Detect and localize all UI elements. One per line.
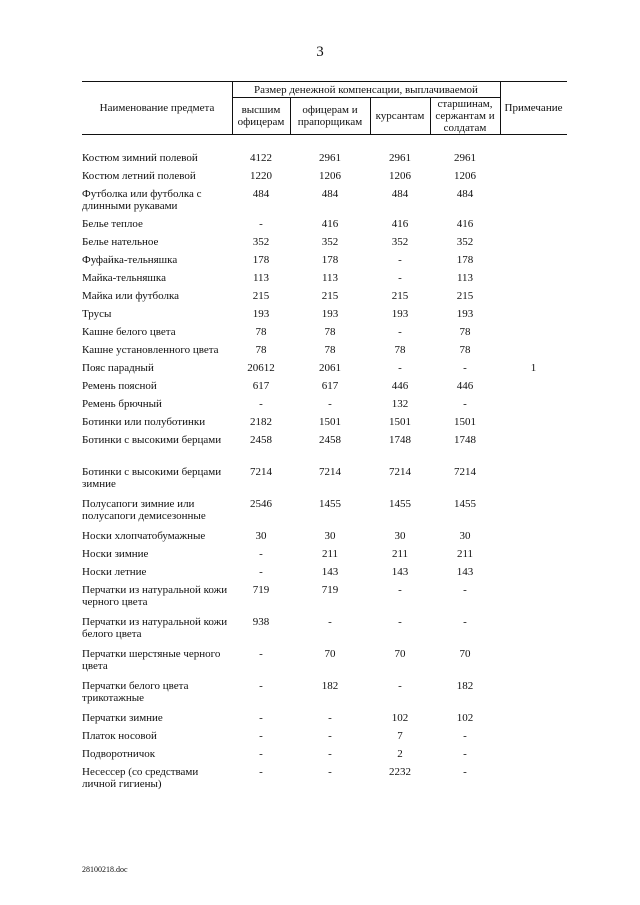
value-senior-officers: 78: [255, 344, 267, 356]
value-senior-officers: 215: [252, 290, 270, 302]
value-senior-officers: -: [259, 218, 263, 230]
value-sergeants: 7214: [454, 466, 476, 478]
item-name: Платок носовой: [82, 730, 157, 742]
value-officers: 113: [321, 272, 339, 284]
value-senior-officers: 2458: [250, 434, 272, 446]
value-senior-officers: 78: [255, 326, 267, 338]
value-officers: 416: [321, 218, 339, 230]
value-sergeants: 484: [456, 188, 474, 200]
value-senior-officers: -: [259, 748, 263, 760]
value-cadets: 7: [397, 730, 403, 742]
footer-filename: 28100218.doc: [82, 865, 128, 874]
value-cadets: -: [398, 584, 402, 596]
value-senior-officers: 178: [252, 254, 270, 266]
value-sergeants: 1501: [454, 416, 476, 428]
item-name: Белье теплое: [82, 218, 143, 230]
value-cadets: 1206: [389, 170, 411, 182]
value-sergeants: 178: [456, 254, 474, 266]
value-senior-officers: -: [259, 398, 263, 410]
value-cadets: 102: [391, 712, 409, 724]
value-officers: 484: [321, 188, 339, 200]
value-officers: 1501: [319, 416, 341, 428]
value-senior-officers: 20612: [247, 362, 275, 374]
value-senior-officers: 719: [252, 584, 270, 596]
value-cadets: -: [398, 326, 402, 338]
value-cadets: 7214: [389, 466, 411, 478]
value-sergeants: 30: [459, 530, 471, 542]
value-senior-officers: 617: [252, 380, 270, 392]
item-name: Майка-тельняшка: [82, 272, 166, 284]
value-officers: -: [328, 766, 332, 778]
value-sergeants: 78: [459, 344, 471, 356]
value-sergeants: 193: [456, 308, 474, 320]
value-sergeants: 446: [456, 380, 474, 392]
value-cadets: 30: [394, 530, 406, 542]
item-name: Футболка или футболка с длинными рукавами: [82, 188, 202, 212]
item-name: Носки зимние: [82, 548, 149, 560]
item-name: Фуфайка-тельняшка: [82, 254, 178, 266]
value-officers: 2458: [319, 434, 341, 446]
value-cadets: 193: [391, 308, 409, 320]
item-name: Костюм зимний полевой: [82, 152, 198, 164]
value-sergeants: -: [463, 362, 467, 374]
item-name: Носки хлопчатобумажные: [82, 530, 206, 542]
value-sergeants: 416: [456, 218, 474, 230]
value-sergeants: -: [463, 398, 467, 410]
value-cadets: -: [398, 254, 402, 266]
item-name: Майка или футболка: [82, 290, 180, 302]
value-cadets: 1501: [389, 416, 411, 428]
item-name: Ботинки с высокими берцами: [82, 434, 222, 446]
item-name: Носки летние: [82, 566, 147, 578]
value-officers: 182: [321, 680, 339, 692]
value-officers: -: [328, 730, 332, 742]
value-cadets: 132: [391, 398, 409, 410]
value-officers: 215: [321, 290, 339, 302]
value-sergeants: 78: [459, 326, 471, 338]
value-cadets: 2961: [389, 152, 411, 164]
value-cadets: -: [398, 616, 402, 628]
header-col-sergeants: старшинам, сержантам и солдатам: [435, 98, 495, 134]
value-senior-officers: 4122: [250, 152, 272, 164]
value-sergeants: 1206: [454, 170, 476, 182]
value-cadets: 1455: [389, 498, 411, 510]
value-senior-officers: 938: [252, 616, 270, 628]
header-note: Примечание: [504, 102, 563, 114]
item-name: Ботинки или полуботинки: [82, 416, 206, 428]
value-officers: 211: [321, 548, 339, 560]
value-senior-officers: 1220: [250, 170, 272, 182]
value-senior-officers: -: [259, 712, 263, 724]
item-name: Белье нательное: [82, 236, 159, 248]
value-cadets: -: [398, 272, 402, 284]
item-name: Перчатки из натуральной кожи белого цвета: [82, 616, 228, 640]
item-name: Кашне установленного цвета: [82, 344, 219, 356]
item-name: Костюм летний полевой: [82, 170, 196, 182]
value-officers: 143: [321, 566, 339, 578]
value-senior-officers: 484: [252, 188, 270, 200]
value-cadets: 484: [391, 188, 409, 200]
item-name: Перчатки шерстяные черного цвета: [82, 648, 221, 672]
value-sergeants: 215: [456, 290, 474, 302]
value-sergeants: -: [463, 584, 467, 596]
value-sergeants: 143: [456, 566, 474, 578]
page-number: 3: [316, 44, 324, 60]
value-senior-officers: -: [259, 766, 263, 778]
header-col-cadets: курсантам: [375, 110, 425, 122]
value-senior-officers: 352: [252, 236, 270, 248]
item-name: Подворотничок: [82, 748, 156, 760]
value-officers: -: [328, 616, 332, 628]
value-officers: 78: [324, 326, 336, 338]
value-officers: 617: [321, 380, 339, 392]
value-officers: 1455: [319, 498, 341, 510]
table-header: [82, 81, 567, 135]
value-officers: -: [328, 712, 332, 724]
value-officers: 30: [324, 530, 336, 542]
item-name: Несессер (со средствами личной гигиены): [82, 766, 199, 790]
value-cadets: 2232: [389, 766, 411, 778]
value-senior-officers: 2546: [250, 498, 272, 510]
value-cadets: 78: [394, 344, 406, 356]
value-sergeants: -: [463, 616, 467, 628]
value-cadets: -: [398, 680, 402, 692]
value-cadets: 215: [391, 290, 409, 302]
value-cadets: 352: [391, 236, 409, 248]
value-officers: 178: [321, 254, 339, 266]
value-officers: -: [328, 748, 332, 760]
item-name: Ремень поясной: [82, 380, 157, 392]
value-senior-officers: -: [259, 648, 263, 660]
value-senior-officers: 7214: [250, 466, 272, 478]
value-senior-officers: 193: [252, 308, 270, 320]
value-cadets: 211: [391, 548, 409, 560]
value-officers: -: [328, 398, 332, 410]
value-cadets: 416: [391, 218, 409, 230]
value-senior-officers: 113: [252, 272, 270, 284]
value-officers: 70: [324, 648, 336, 660]
value-sergeants: 211: [456, 548, 474, 560]
header-name: Наименование предмета: [99, 102, 215, 114]
item-name: Перчатки зимние: [82, 712, 163, 724]
value-officers: 2961: [319, 152, 341, 164]
value-cadets: 143: [391, 566, 409, 578]
value-sergeants: 70: [459, 648, 471, 660]
item-name: Полусапоги зимние или полусапоги демисезонные: [82, 498, 206, 522]
value-senior-officers: -: [259, 680, 263, 692]
value-officers: 1206: [319, 170, 341, 182]
value-sergeants: -: [463, 766, 467, 778]
value-senior-officers: -: [259, 730, 263, 742]
value-sergeants: 352: [456, 236, 474, 248]
value-senior-officers: -: [259, 548, 263, 560]
value-sergeants: 1748: [454, 434, 476, 446]
header-group: Размер денежной компенсации, выплачиваемой: [254, 83, 478, 96]
value-officers: 78: [324, 344, 336, 356]
header-bottom-rule: [82, 134, 567, 135]
value-officers: 2061: [319, 362, 341, 374]
header-col-senior-officers: высшим офицерам: [237, 104, 285, 128]
item-name: Ботинки с высокими берцами зимние: [82, 466, 222, 490]
value-sergeants: 1455: [454, 498, 476, 510]
value-officers: 719: [321, 584, 339, 596]
value-senior-officers: 30: [255, 530, 267, 542]
value-cadets: 1748: [389, 434, 411, 446]
value-sergeants: -: [463, 748, 467, 760]
item-name: Перчатки белого цвета трикотажные: [82, 680, 189, 704]
value-officers: 193: [321, 308, 339, 320]
value-sergeants: 182: [456, 680, 474, 692]
value-cadets: -: [398, 362, 402, 374]
item-name: Ремень брючный: [82, 398, 162, 410]
value-sergeants: 113: [456, 272, 474, 284]
value-senior-officers: 2182: [250, 416, 272, 428]
value-senior-officers: -: [259, 566, 263, 578]
note-value: 1: [530, 362, 537, 374]
item-name: Кашне белого цвета: [82, 326, 176, 338]
value-cadets: 446: [391, 380, 409, 392]
item-name: Трусы: [82, 308, 112, 320]
item-name: Перчатки из натуральной кожи черного цвета: [82, 584, 228, 608]
item-name: Пояс парадный: [82, 362, 154, 374]
value-officers: 352: [321, 236, 339, 248]
value-sergeants: 2961: [454, 152, 476, 164]
value-officers: 7214: [319, 466, 341, 478]
value-cadets: 70: [394, 648, 406, 660]
value-sergeants: -: [463, 730, 467, 742]
value-cadets: 2: [397, 748, 403, 760]
value-sergeants: 102: [456, 712, 474, 724]
header-col-officers: офицерам и прапорщикам: [297, 104, 363, 128]
